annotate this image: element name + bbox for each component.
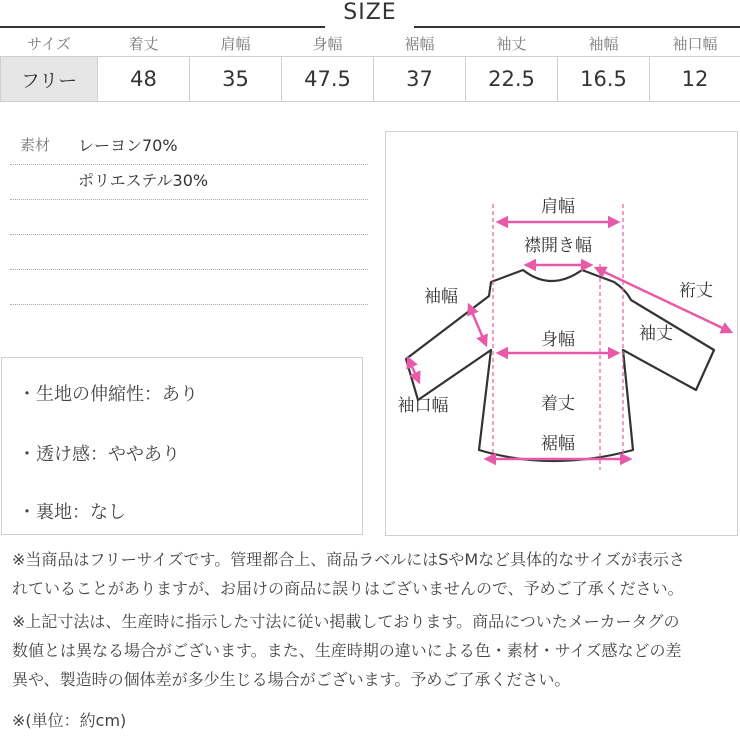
- note-line-4: 数値とは異なる場合がございます。また、生産時期の違いによる色・素材・サイズ感などの差: [12, 641, 682, 660]
- label-shoulder: 肩幅: [541, 197, 575, 217]
- material-row: [10, 165, 368, 200]
- note-line-1: ※当商品はフリーサイズです。管理都合上、商品ラベルにはSやMなど具体的なサイズが表示さ: [12, 550, 685, 569]
- transparency-property: ・透け感：ややあり: [18, 444, 180, 465]
- label-yuki: 裄丈: [679, 281, 713, 301]
- label-length: 着丈: [541, 394, 575, 414]
- header-length: 着丈: [128, 34, 159, 53]
- label-hem: 裾幅: [541, 434, 575, 454]
- value-shoulder: 35: [190, 57, 282, 102]
- label-sleeve-width: 袖幅: [424, 287, 458, 307]
- value-cuff: 12: [650, 57, 740, 102]
- unit-note: ※(単位：約cm): [12, 711, 127, 730]
- header-sleeve-width: 袖幅: [588, 34, 619, 53]
- value-length: 48: [98, 57, 190, 102]
- value-sleeve-length: 22.5: [466, 57, 558, 102]
- empty-dotted-row: [10, 270, 368, 305]
- header-size: サイズ: [27, 34, 71, 53]
- measurement-diagram: [385, 131, 738, 536]
- title-rule-right: [414, 26, 740, 28]
- title-rule-left: [0, 26, 325, 28]
- garment-diagram-svg: [386, 132, 739, 537]
- header-cuff: 袖口幅: [672, 34, 718, 53]
- empty-dotted-row: [10, 235, 368, 270]
- material-line-2: ポリエステル30%: [78, 171, 209, 190]
- size-title: SIZE: [343, 0, 397, 25]
- material-line-1: レーヨン70%: [78, 136, 178, 155]
- table-row: [1, 57, 740, 102]
- note-line-3: ※上記寸法は、生産時に指示した寸法に従い掲載しております。商品についたメーカータグの: [12, 612, 680, 631]
- label-sleeve-length: 袖丈: [639, 324, 673, 344]
- lining-property: ・裏地：なし: [18, 502, 126, 523]
- note-line-5: 異や、製造時の個体差が多少生じる場合がございます。予めご了承ください。: [12, 670, 571, 689]
- sleeve-width-arrow: [469, 305, 486, 345]
- material-section: [10, 130, 368, 305]
- material-label: 素材: [20, 136, 51, 154]
- note-line-2: れていることがありますが、お届けの商品に誤りはございませんので、予めご了承ください。: [12, 579, 684, 598]
- size-table: [0, 30, 740, 102]
- fabric-properties-box: [1, 357, 363, 535]
- material-row: [10, 130, 368, 165]
- table-header-row: [1, 30, 740, 57]
- header-hem: 裾幅: [404, 34, 435, 53]
- header-body-width: 身幅: [312, 34, 343, 53]
- stretch-property: ・生地の伸縮性：あり: [18, 384, 198, 405]
- empty-dotted-row: [10, 200, 368, 235]
- label-body-width: 身幅: [541, 330, 575, 350]
- header-sleeve-length: 袖丈: [496, 34, 527, 53]
- value-body-width: 47.5: [282, 57, 374, 102]
- size-free-cell: フリー: [1, 57, 98, 102]
- value-sleeve-width: 16.5: [558, 57, 650, 102]
- value-hem: 37: [374, 57, 466, 102]
- label-neck: 襟開き幅: [524, 236, 592, 256]
- label-cuff: 袖口幅: [397, 396, 449, 416]
- header-shoulder: 肩幅: [220, 34, 251, 53]
